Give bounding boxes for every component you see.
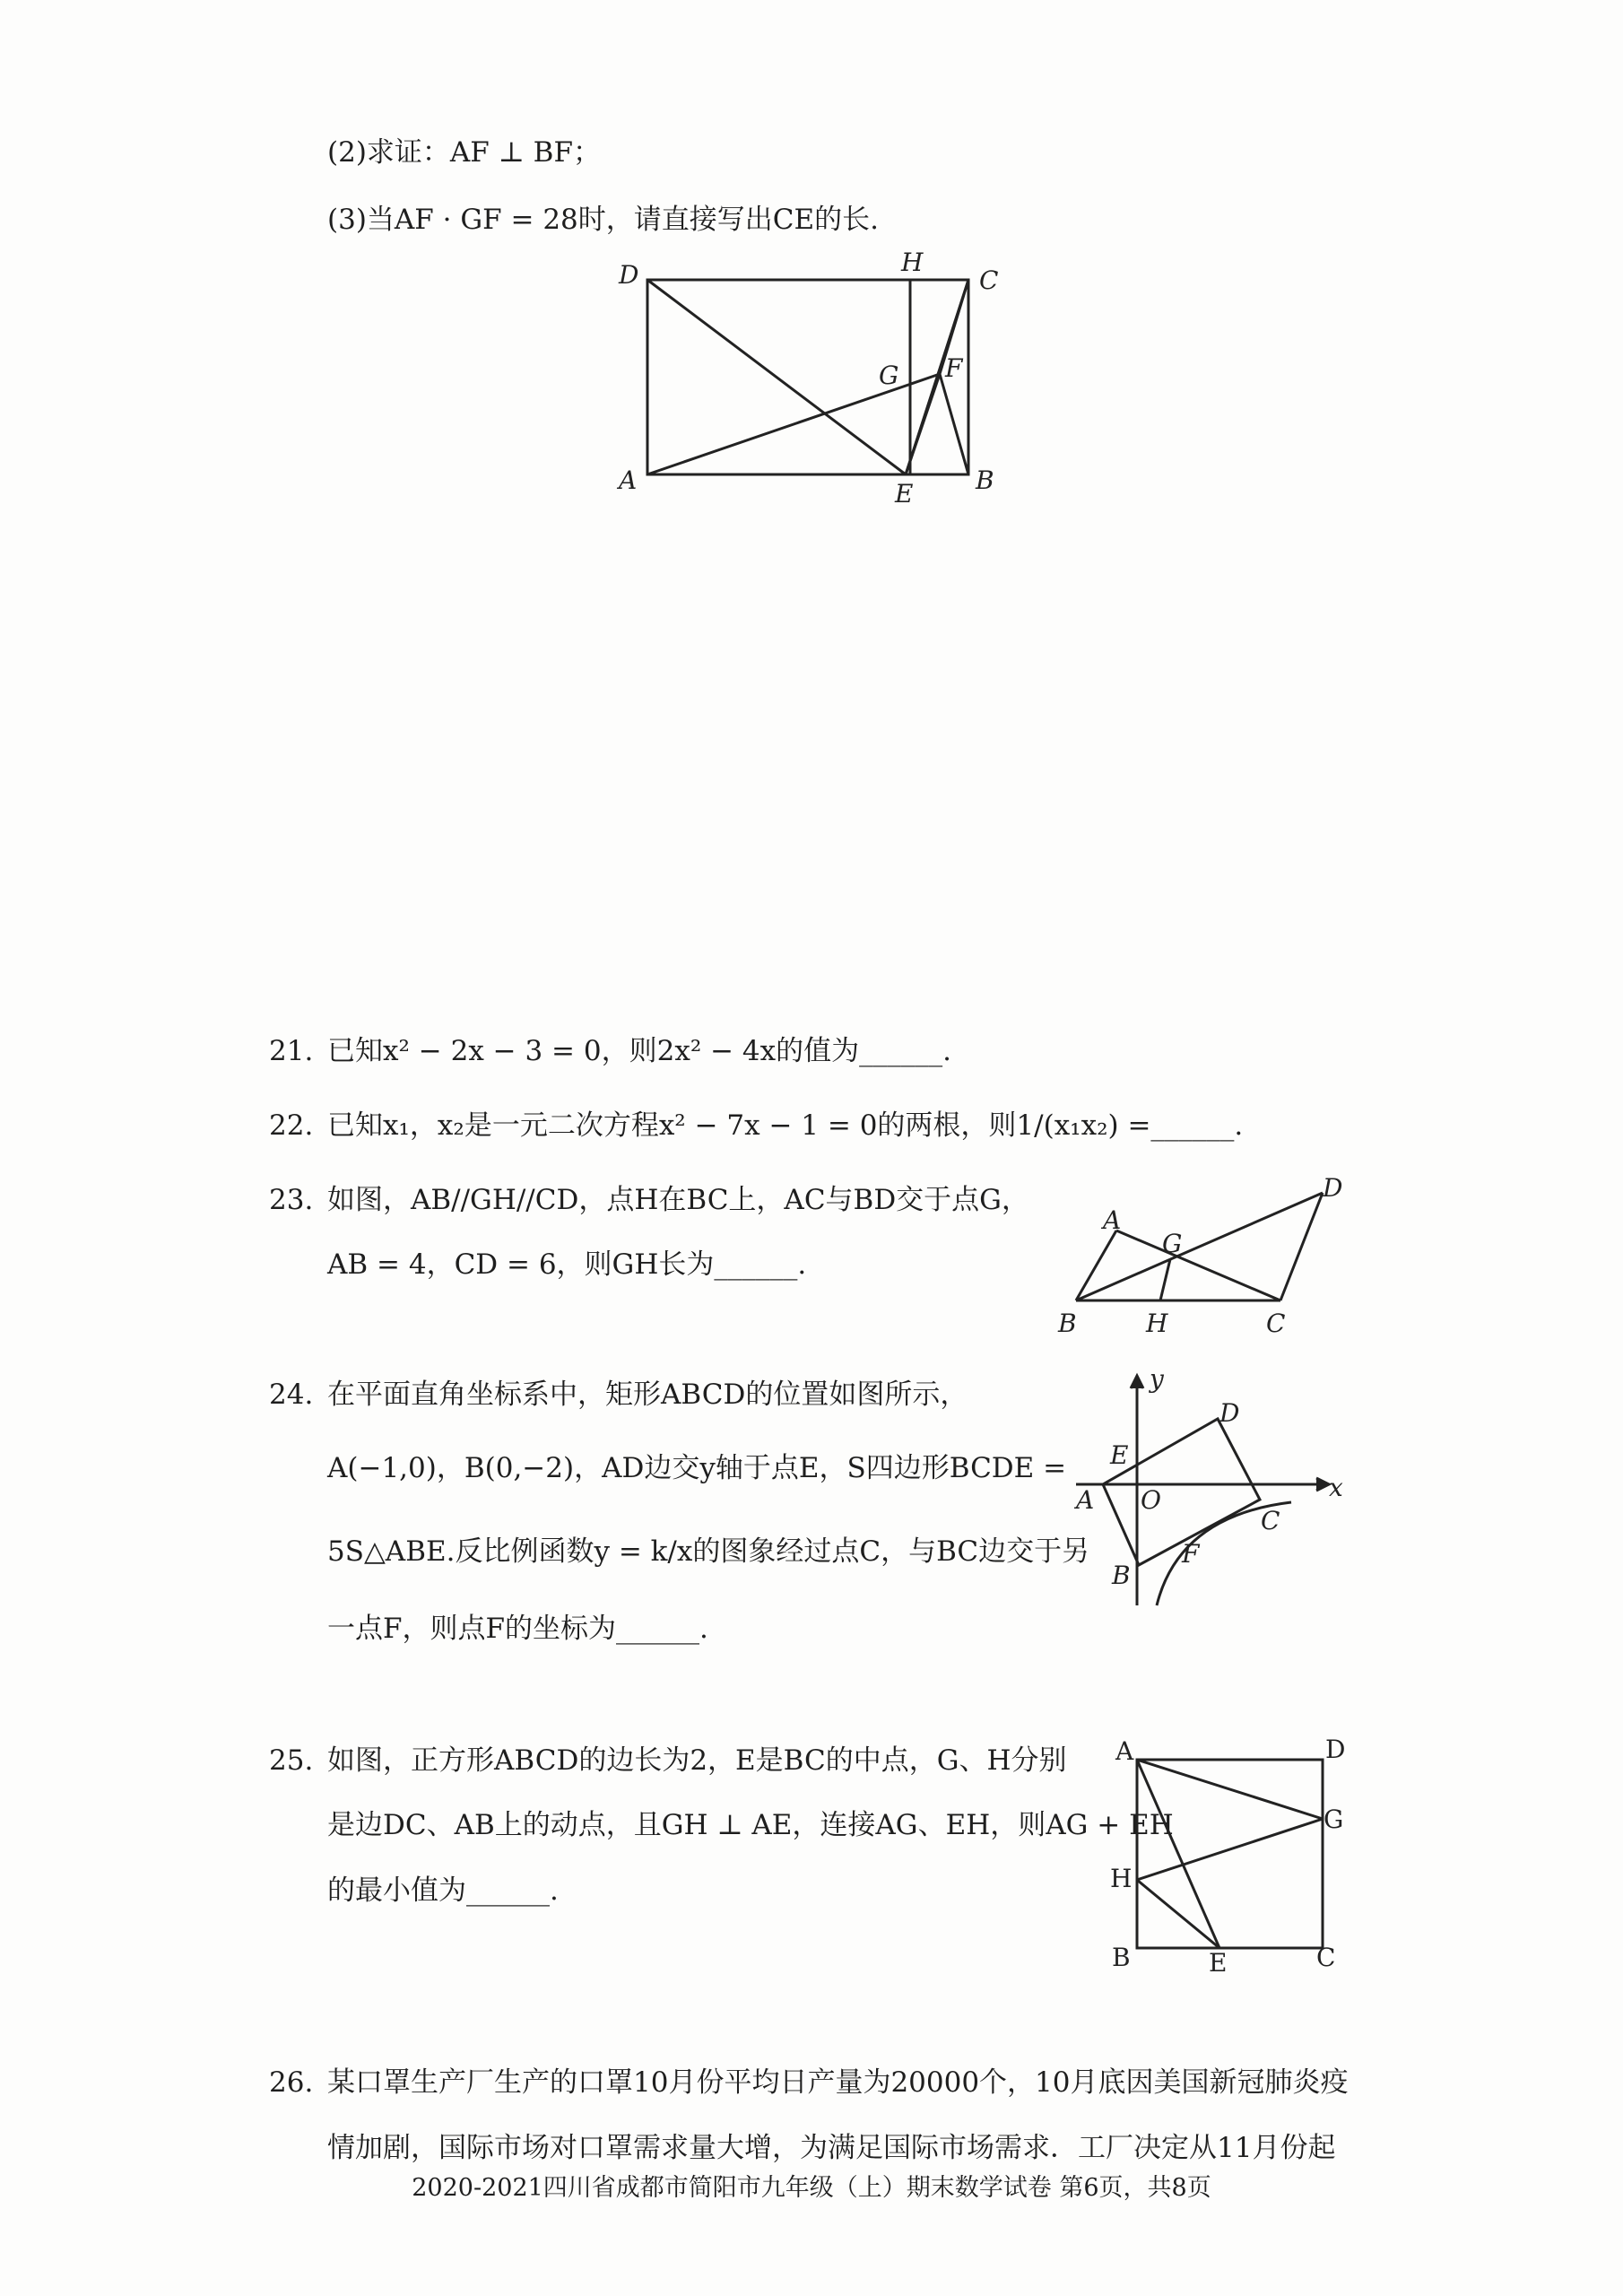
q24-line1: 在平面直角坐标系中，矩形ABCD的位置如图所示，	[327, 1378, 968, 1411]
q23-label-C: C	[1266, 1309, 1286, 1338]
q22-text: 已知x₁，x₂是一元二次方程x² − 7x − 1 = 0的两根，则1/(x₁x₂) =______.	[327, 1109, 1244, 1142]
q21-text: 已知x² − 2x − 3 = 0，则2x² − 4x的值为______.	[327, 1035, 951, 1067]
q23-label-D: D	[1323, 1173, 1343, 1203]
q26-line1: 某口罩生产厂生产的口罩10月份平均日产量为20000个，10月底因美国新冠肺炎疫	[327, 2066, 1349, 2099]
q24-line2: A(−1,0)，B(0,−2)，AD边交y轴于点E，S四边形BCDE =	[327, 1452, 1067, 1484]
q26-number: 26.	[269, 2066, 314, 2099]
q24-label-B: B	[1112, 1561, 1131, 1590]
q20-label-C: C	[979, 265, 999, 295]
q20-label-A: A	[619, 465, 638, 495]
q24-label-y: y	[1150, 1364, 1164, 1394]
q25-label-D: D	[1325, 1735, 1346, 1764]
q25-line3: 的最小值为______.	[327, 1874, 559, 1907]
q25-label-H: H	[1110, 1864, 1133, 1893]
q24-label-x: x	[1329, 1473, 1343, 1502]
q20-label-B: B	[976, 465, 994, 495]
q21-number: 21.	[269, 1035, 314, 1067]
q20-part2: (2)求证：AF ⊥ BF；	[327, 136, 601, 169]
q25-number: 25.	[269, 1744, 314, 1777]
q23-label-B: B	[1058, 1309, 1077, 1338]
q25-label-C: C	[1316, 1943, 1336, 1972]
q24-line3: 5S△ABE.反比例函数y = k/x的图象经过点C，与BC边交于另	[327, 1535, 1090, 1568]
q23-number: 23.	[269, 1184, 314, 1216]
q20-label-D: D	[619, 260, 639, 290]
q23-label-A: A	[1103, 1205, 1122, 1235]
q24-number: 24.	[269, 1378, 314, 1411]
q23-line2: AB = 4，CD = 6，则GH长为______.	[327, 1248, 807, 1281]
q20-label-F: F	[945, 353, 963, 383]
q24-label-D: D	[1219, 1398, 1240, 1428]
q26-line2: 情加剧，国际市场对口罩需求量大增，为满足国际市场需求．工厂决定从11月份起	[327, 2132, 1336, 2164]
q24-label-F: F	[1182, 1539, 1200, 1569]
q25-label-G: G	[1324, 1805, 1344, 1834]
q24-label-E: E	[1110, 1440, 1129, 1470]
q20-label-H: H	[901, 248, 924, 277]
q24-line4: 一点F，则点F的坐标为______.	[327, 1613, 708, 1645]
q20-label-G: G	[879, 361, 899, 390]
q23-label-H: H	[1146, 1309, 1168, 1338]
q24-label-O: O	[1141, 1485, 1161, 1515]
q20-label-E: E	[895, 479, 914, 509]
q25-label-A: A	[1115, 1736, 1134, 1766]
q25-label-E: E	[1209, 1948, 1228, 1978]
q20-part3: (3)当AF · GF = 28时，请直接写出CE的长.	[327, 204, 879, 236]
q23-line1: 如图，AB//GH//CD，点H在BC上，AC与BD交于点G，	[327, 1184, 1029, 1216]
q25-line2: 是边DC、AB上的动点，且GH ⊥ AE，连接AG、EH，则AG + EH	[327, 1809, 1174, 1841]
page-footer: 2020-2021四川省成都市简阳市九年级（上）期末数学试卷 第6页，共8页	[412, 2174, 1211, 2202]
q22-number: 22.	[269, 1109, 314, 1142]
q24-label-C: C	[1261, 1506, 1280, 1535]
q25-line1: 如图，正方形ABCD的边长为2，E是BC的中点，G、H分别	[327, 1744, 1067, 1777]
q23-label-G: G	[1162, 1229, 1183, 1258]
q24-label-A: A	[1076, 1485, 1095, 1515]
q25-label-B: B	[1112, 1943, 1131, 1972]
